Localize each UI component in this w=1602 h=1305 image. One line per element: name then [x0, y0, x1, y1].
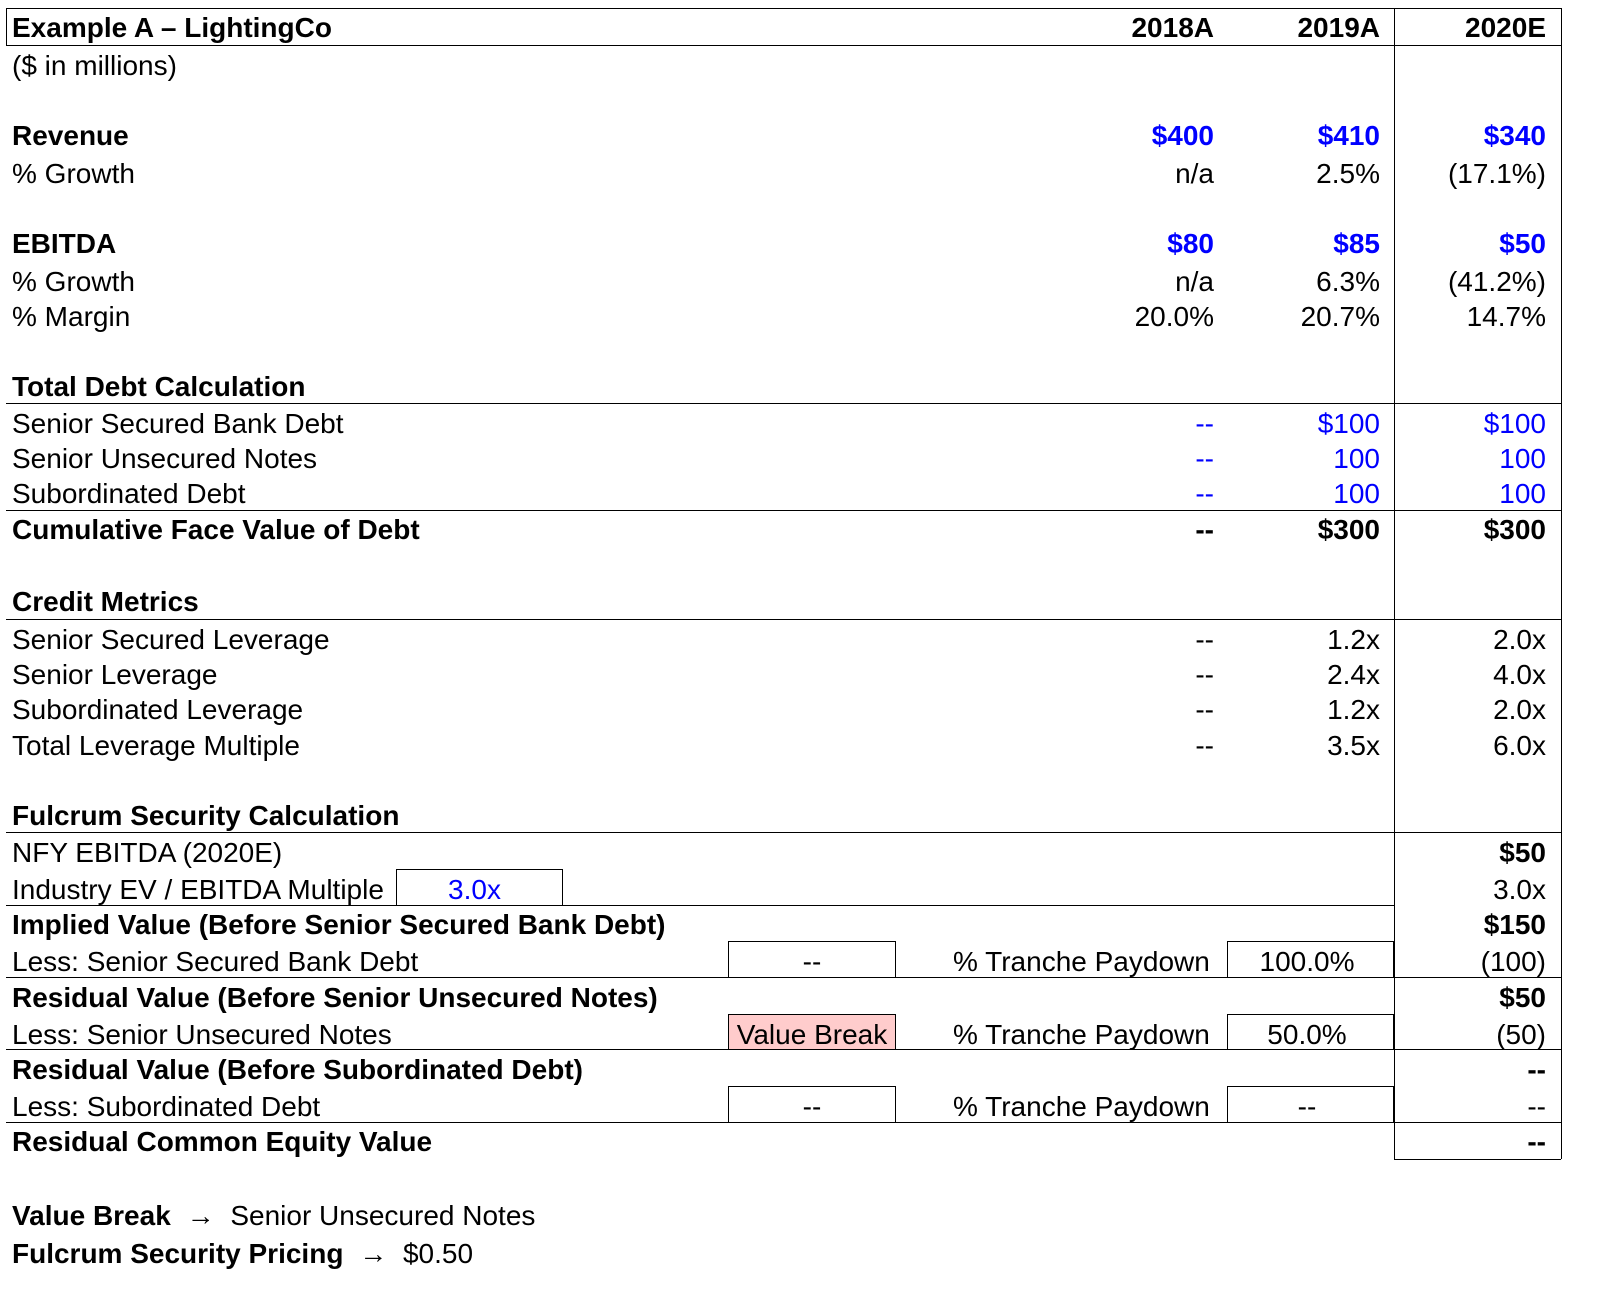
credit-total-2018a: --	[1195, 730, 1214, 761]
less-unsecured-label: Less: Senior Unsecured Notes	[12, 1019, 392, 1050]
secured-flag: --	[802, 946, 822, 977]
nfy-ebitda-value: $50	[1499, 837, 1546, 868]
credit-heading-rule	[6, 619, 1561, 620]
revenue-growth-2019a: 2.5%	[1316, 158, 1380, 189]
ebitda-growth-2018a: n/a	[1175, 266, 1214, 297]
units-note: ($ in millions)	[12, 50, 177, 81]
ebitda-label: EBITDA	[12, 228, 117, 259]
sheet-title: Example A – LightingCo	[12, 12, 332, 43]
debt-secured-2020e[interactable]: $100	[1483, 408, 1546, 439]
residual-sub-value: --	[1527, 1054, 1546, 1085]
credit-row-label: Subordinated Leverage	[12, 694, 304, 725]
value-break-summary-label: Value Break	[12, 1200, 171, 1231]
fulcrum-pricing-value: $0.50	[402, 1238, 474, 1269]
ebitda-margin-2020e: 14.7%	[1466, 301, 1546, 332]
credit-secured-2018a: --	[1195, 624, 1214, 655]
debt-unsecured-2019a[interactable]: 100	[1333, 443, 1380, 474]
debt-total-label: Cumulative Face Value of Debt	[12, 514, 420, 545]
value-break-flag: Value Break	[736, 1019, 888, 1050]
ebitda-margin-2018a: 20.0%	[1134, 301, 1214, 332]
revenue-2019a[interactable]: $410	[1317, 120, 1380, 151]
credit-row-label: Senior Secured Leverage	[12, 624, 330, 655]
credit-senior-2019a: 2.4x	[1327, 659, 1380, 690]
ebitda-2019a[interactable]: $85	[1333, 228, 1380, 259]
debt-row-label: Senior Unsecured Notes	[12, 443, 318, 474]
credit-row-label: Total Leverage Multiple	[12, 730, 300, 761]
debt-subordinated-2018a[interactable]: --	[1195, 478, 1214, 509]
right-arrow-icon: →	[186, 1200, 215, 1231]
less-unsecured-value: (50)	[1496, 1019, 1546, 1050]
secured-paydown: 100.0%	[1259, 946, 1355, 977]
debt-secured-2019a[interactable]: $100	[1317, 408, 1380, 439]
fulcrum-heading-rule	[6, 832, 1561, 833]
debt-subordinated-2019a[interactable]: 100	[1333, 478, 1380, 509]
credit-total-2020e: 6.0x	[1493, 730, 1546, 761]
value-break-summary-value: Senior Unsecured Notes	[230, 1200, 536, 1231]
residual-unsecured-value: $50	[1499, 982, 1546, 1013]
secured-paydown-label: % Tranche Paydown	[953, 946, 1210, 977]
column-2020e-right-border	[1561, 8, 1562, 1159]
debt-unsecured-2020e[interactable]: 100	[1499, 443, 1546, 474]
column-2020e-bottom-border	[1394, 1159, 1561, 1160]
residual-equity-label: Residual Common Equity Value	[12, 1126, 433, 1157]
ebitda-growth-2020e: (41.2%)	[1447, 266, 1546, 297]
revenue-2020e[interactable]: $340	[1483, 120, 1546, 151]
credit-senior-2018a: --	[1195, 659, 1214, 690]
debt-total-2019a: $300	[1317, 514, 1380, 545]
value-break-summary	[12, 1202, 535, 1230]
credit-total-2019a: 3.5x	[1327, 730, 1380, 761]
sub-paydown: --	[1297, 1091, 1317, 1122]
credit-subordinated-2020e: 2.0x	[1493, 694, 1546, 725]
ebitda-growth-2019a: 6.3%	[1316, 266, 1380, 297]
debt-total-rule	[6, 510, 1561, 511]
implied-value: $150	[1483, 909, 1546, 940]
ebitda-margin-2019a: 20.7%	[1300, 301, 1380, 332]
credit-heading: Credit Metrics	[12, 586, 199, 617]
credit-secured-2020e: 2.0x	[1493, 624, 1546, 655]
residual-unsecured-label: Residual Value (Before Senior Unsecured Notes)	[12, 982, 658, 1013]
debt-subordinated-2020e[interactable]: 100	[1499, 478, 1546, 509]
year-header-2020e: 2020E	[1465, 12, 1546, 43]
multiple-label: Industry EV / EBITDA Multiple	[12, 874, 384, 905]
debt-heading-rule	[6, 403, 1561, 404]
nfy-ebitda-label: NFY EBITDA (2020E)	[12, 837, 283, 868]
unsecured-paydown: 50.0%	[1267, 1019, 1347, 1050]
sub-flag: --	[802, 1091, 822, 1122]
credit-row-label: Senior Leverage	[12, 659, 218, 690]
year-header-2018a: 2018A	[1131, 12, 1214, 43]
multiple-input[interactable]: 3.0x	[448, 874, 501, 905]
credit-senior-2020e: 4.0x	[1493, 659, 1546, 690]
debt-row-label: Senior Secured Bank Debt	[12, 408, 344, 439]
credit-subordinated-2019a: 1.2x	[1327, 694, 1380, 725]
less-secured-value: (100)	[1480, 946, 1546, 977]
header-top-border	[6, 8, 1561, 9]
sub-paydown-label: % Tranche Paydown	[953, 1091, 1210, 1122]
residual-equity-value: --	[1527, 1126, 1546, 1157]
header-left-border	[6, 8, 7, 45]
fulcrum-heading: Fulcrum Security Calculation	[12, 800, 400, 831]
credit-subordinated-2018a: --	[1195, 694, 1214, 725]
fulcrum-pricing-label: Fulcrum Security Pricing	[12, 1238, 344, 1269]
revenue-growth-2020e: (17.1%)	[1447, 158, 1546, 189]
ebitda-growth-label: % Growth	[12, 266, 135, 297]
fulcrum-pricing-summary	[12, 1240, 473, 1268]
debt-heading: Total Debt Calculation	[12, 371, 306, 402]
debt-secured-2018a[interactable]: --	[1195, 408, 1214, 439]
residual-sub-label: Residual Value (Before Subordinated Debt)	[12, 1054, 583, 1085]
less-secured-label: Less: Senior Secured Bank Debt	[12, 946, 419, 977]
debt-total-2018a: --	[1195, 514, 1214, 545]
implied-value-label: Implied Value (Before Senior Secured Bank Debt)	[12, 909, 666, 940]
implied-value-rule	[6, 905, 1394, 906]
revenue-growth-label: % Growth	[12, 158, 135, 189]
revenue-label: Revenue	[12, 120, 129, 151]
ebitda-2020e[interactable]: $50	[1499, 228, 1546, 259]
ebitda-margin-label: % Margin	[12, 301, 131, 332]
revenue-growth-2018a: n/a	[1175, 158, 1214, 189]
debt-total-2020e: $300	[1483, 514, 1546, 545]
header-bottom-border	[6, 45, 1561, 46]
right-arrow-icon: →	[359, 1238, 388, 1269]
revenue-2018a[interactable]: $400	[1151, 120, 1214, 151]
ebitda-2018a[interactable]: $80	[1167, 228, 1214, 259]
debt-row-label: Subordinated Debt	[12, 478, 246, 509]
less-sub-value: --	[1527, 1091, 1546, 1122]
debt-unsecured-2018a[interactable]: --	[1195, 443, 1214, 474]
year-header-2019a: 2019A	[1297, 12, 1380, 43]
unsecured-paydown-label: % Tranche Paydown	[953, 1019, 1210, 1050]
multiple-value: 3.0x	[1493, 874, 1546, 905]
less-sub-label: Less: Subordinated Debt	[12, 1091, 321, 1122]
credit-secured-2019a: 1.2x	[1327, 624, 1380, 655]
